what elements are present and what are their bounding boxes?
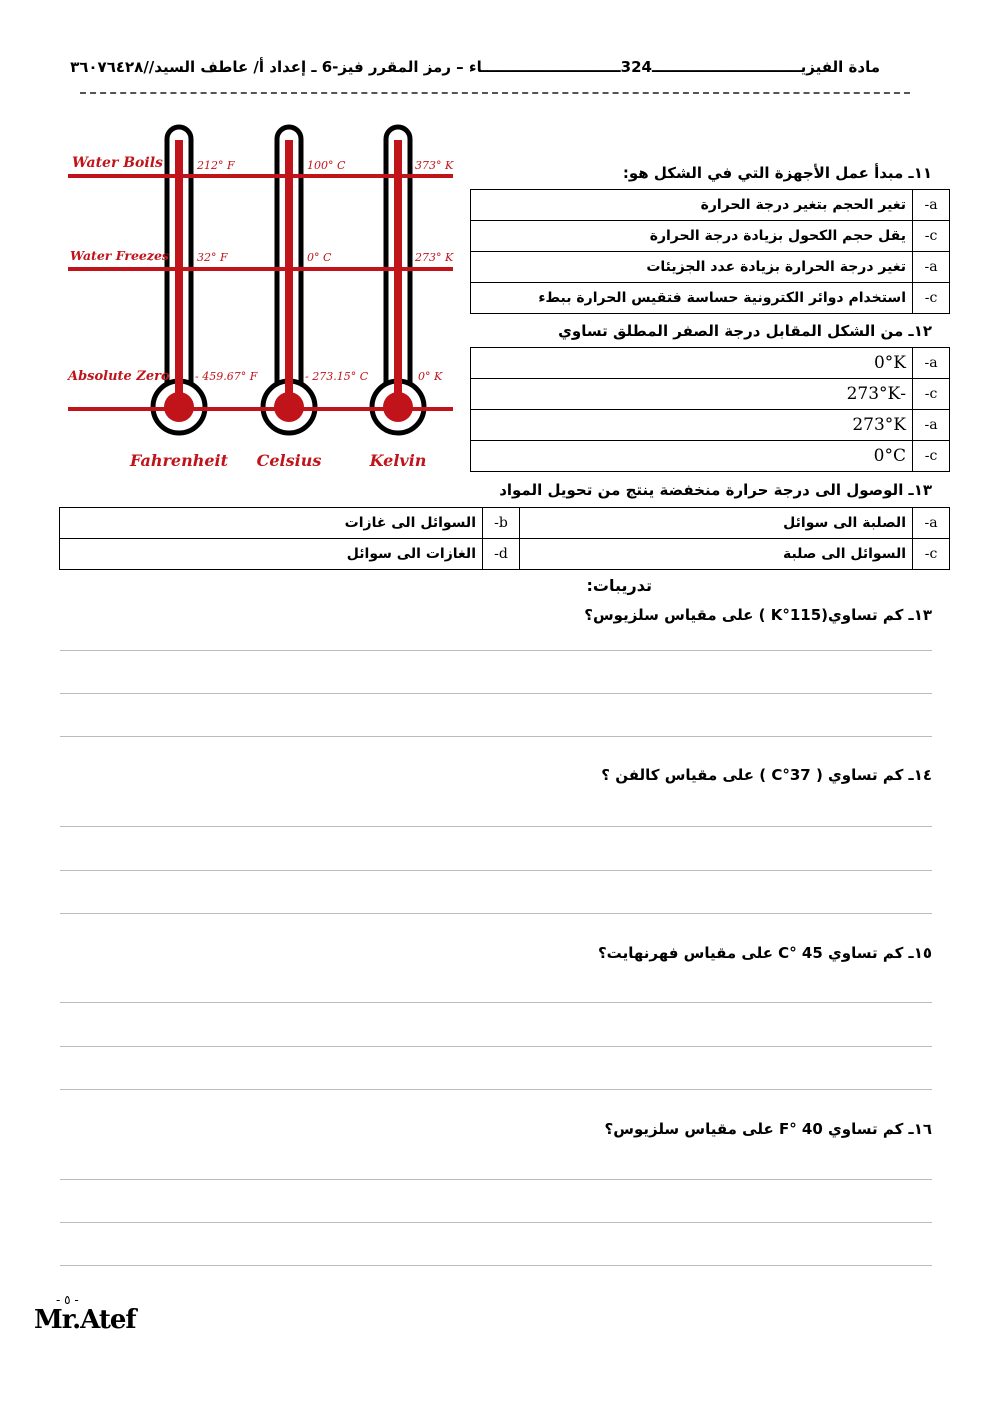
- question-11: ١١ـ مبدأ عمل الأجهزة التي في الشكل هو:: [622, 164, 932, 182]
- option-letter: c-: [913, 221, 950, 252]
- answer-line[interactable]: [60, 1179, 932, 1180]
- option-text: تغير الحجم بتغير درجة الحرارة: [471, 190, 913, 221]
- option-text[interactable]: الصلبة الى سوائل: [520, 508, 913, 539]
- option-letter: a-: [913, 348, 950, 379]
- answer-line[interactable]: [60, 1089, 932, 1090]
- answer-line[interactable]: [60, 826, 932, 827]
- option-text[interactable]: الغازات الى سوائل: [60, 539, 483, 570]
- option-text: 0°K: [471, 348, 913, 379]
- exercises-title: تدريبات:: [586, 576, 652, 595]
- page-header: مادة الفيزيـــــــــــــــــــــــــــــ324ـــــــــــــــــــــــــــاء – رمز المقرر فيز-6 ـ إعداد أ/ عاطف السيد//٣٦٠٧٦٤٢٨: [70, 58, 880, 76]
- scale-name-kelvin: Kelvin: [369, 451, 427, 470]
- thermometer-celsius: [263, 127, 315, 433]
- option-letter: c-: [913, 379, 950, 410]
- q12-option[interactable]: [471, 410, 950, 441]
- option-text: استخدام دوائر الكترونية حساسة فتقيس الحرارة ببطء: [471, 283, 913, 314]
- answer-line[interactable]: [60, 870, 932, 871]
- k-zero-value: 0° K: [418, 370, 443, 383]
- page-number: - ٥ -: [56, 1293, 79, 1307]
- exercise-15: ١٥ـ كم تساوي 45 °C على مقياس فهرنهايت؟: [597, 944, 932, 962]
- author-signature: Mr.Atef: [34, 1305, 136, 1335]
- thermometer-figure: [60, 115, 480, 485]
- option-letter: a-: [913, 410, 950, 441]
- boil-line: [68, 174, 453, 178]
- q12-option[interactable]: [471, 441, 950, 472]
- f-boil-value: 212° F: [197, 159, 235, 172]
- q13-options-table: [59, 507, 950, 570]
- q11-option[interactable]: [471, 221, 950, 252]
- option-text[interactable]: السوائل الى غازات: [60, 508, 483, 539]
- option-text: يقل حجم الكحول بزيادة درجة الحرارة: [471, 221, 913, 252]
- answer-line[interactable]: [60, 736, 932, 737]
- q12-option[interactable]: [471, 348, 950, 379]
- option-letter: a-: [913, 190, 950, 221]
- q11-options-table: [470, 189, 950, 314]
- q12-option[interactable]: [471, 379, 950, 410]
- f-freeze-value: 32° F: [197, 251, 228, 264]
- exercise-16: ١٦ـ كم تساوي 40 °F على مقياس سلزيوس؟: [604, 1120, 932, 1138]
- answer-line[interactable]: [60, 913, 932, 914]
- q12-options-table: [470, 347, 950, 472]
- label-water-freezes: Water Freezes: [70, 248, 169, 263]
- option-letter: c-: [913, 283, 950, 314]
- f-zero-value: - 459.67° F: [195, 370, 258, 383]
- question-13: ١٣ـ الوصول الى درجة حرارة منخفضة ينتج من تحويل المواد: [499, 481, 932, 499]
- scale-name-fahrenheit: Fahrenheit: [129, 451, 229, 470]
- thermometer-fahrenheit: [153, 127, 205, 433]
- q11-option[interactable]: [471, 283, 950, 314]
- option-text: -273°K: [471, 379, 913, 410]
- answer-line[interactable]: [60, 1046, 932, 1047]
- q11-option[interactable]: [471, 252, 950, 283]
- option-letter[interactable]: a-: [913, 508, 950, 539]
- option-letter[interactable]: c-: [913, 539, 950, 570]
- zero-line: [68, 407, 453, 411]
- c-zero-value: - 273.15° C: [305, 370, 369, 383]
- q13-option-row: [60, 539, 950, 570]
- freeze-line: [68, 267, 453, 271]
- header-divider: [80, 92, 910, 94]
- q13-option-row: [60, 508, 950, 539]
- k-boil-value: 373° K: [415, 159, 454, 172]
- option-letter[interactable]: b-: [483, 508, 520, 539]
- label-absolute-zero: Absolute Zero: [68, 369, 170, 384]
- c-freeze-value: 0° C: [307, 251, 332, 264]
- question-12: ١٢ـ من الشكل المقابل درجة الصفر المطلق تساوي: [558, 322, 932, 340]
- c-boil-value: 100° C: [307, 159, 346, 172]
- answer-line[interactable]: [60, 1002, 932, 1003]
- k-freeze-value: 273° K: [415, 251, 454, 264]
- answer-line[interactable]: [60, 650, 932, 651]
- answer-line[interactable]: [60, 693, 932, 694]
- thermometer-kelvin: [372, 127, 424, 433]
- option-text[interactable]: السوائل الى صلبة: [520, 539, 913, 570]
- option-text: 273°K: [471, 410, 913, 441]
- option-text: 0°C: [471, 441, 913, 472]
- answer-line[interactable]: [60, 1222, 932, 1223]
- exercise-14: ١٤ـ كم تساوي ( 37°C ) على مقياس كالفن ؟: [601, 766, 932, 784]
- exercise-13: ١٣ـ كم تساوي(115°K ) على مقياس سلزيوس؟: [584, 606, 932, 624]
- option-letter: c-: [913, 441, 950, 472]
- scale-name-celsius: Celsius: [256, 451, 322, 470]
- option-text: تغير درجة الحرارة بزيادة عدد الجزيئات: [471, 252, 913, 283]
- answer-line[interactable]: [60, 1265, 932, 1266]
- q11-option[interactable]: [471, 190, 950, 221]
- option-letter[interactable]: d-: [483, 539, 520, 570]
- label-water-boils: Water Boils: [72, 155, 163, 171]
- option-letter: a-: [913, 252, 950, 283]
